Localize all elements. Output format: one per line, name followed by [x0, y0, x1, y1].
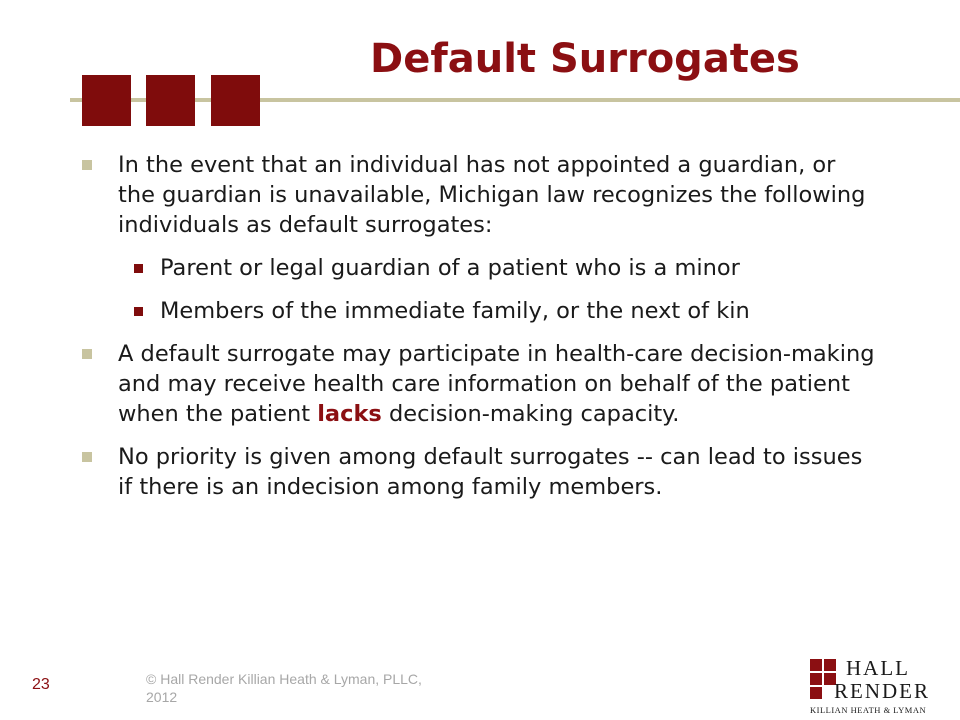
- bullet-item: [118, 442, 878, 502]
- sub-bullet-item: [160, 253, 878, 283]
- firm-logo: [804, 656, 954, 716]
- sub-bullet-marker: [134, 264, 143, 273]
- bullet-item: [118, 339, 878, 429]
- bullet-text: In the event that an individual has not appointed a guardian, or the guardian is unavailable, Michigan law recognizes the following individuals as default surrogates:: [118, 152, 866, 238]
- logo-wordmark-hall: HALL: [846, 656, 910, 680]
- logo-tagline: KILLIAN HEATH & LYMAN: [810, 705, 927, 715]
- page-number: 23: [32, 676, 50, 693]
- bullet-item: [118, 150, 878, 240]
- logo-square: [824, 659, 836, 671]
- bullet-list: [118, 150, 878, 515]
- sub-bullet-item: [160, 296, 878, 326]
- bullet-marker: [82, 349, 92, 359]
- sub-bullet-text: Members of the immediate family, or the next of kin: [160, 298, 750, 324]
- decorative-square: [146, 75, 195, 126]
- logo-square: [810, 673, 822, 685]
- sub-bullet-marker: [134, 307, 143, 316]
- slide-title: Default Surrogates: [370, 36, 800, 82]
- decorative-square: [82, 75, 131, 126]
- copyright-notice: © Hall Render Killian Heath & Lyman, PLLC, 2012: [146, 671, 422, 705]
- emphasis-word: lacks: [317, 401, 382, 427]
- bullet-text: No priority is given among default surrogates -- can lead to issues if there is an indecision among family members.: [118, 444, 863, 500]
- bullet-text-start: A default surrogate may participate in health-care decision-making and may receive health care information on behalf of the patient when the patient: [118, 341, 875, 427]
- bullet-marker: [82, 160, 92, 170]
- logo-wordmark-render: RENDER: [834, 679, 930, 703]
- logo-square: [810, 659, 822, 671]
- bullet-marker: [82, 452, 92, 462]
- decorative-square: [211, 75, 260, 126]
- title-rule: [70, 98, 960, 102]
- bullet-text-end: decision-making capacity.: [381, 401, 680, 427]
- sub-bullet-text: Parent or legal guardian of a patient who is a minor: [160, 255, 740, 281]
- bullet-text: [118, 341, 875, 427]
- logo-square: [810, 687, 822, 699]
